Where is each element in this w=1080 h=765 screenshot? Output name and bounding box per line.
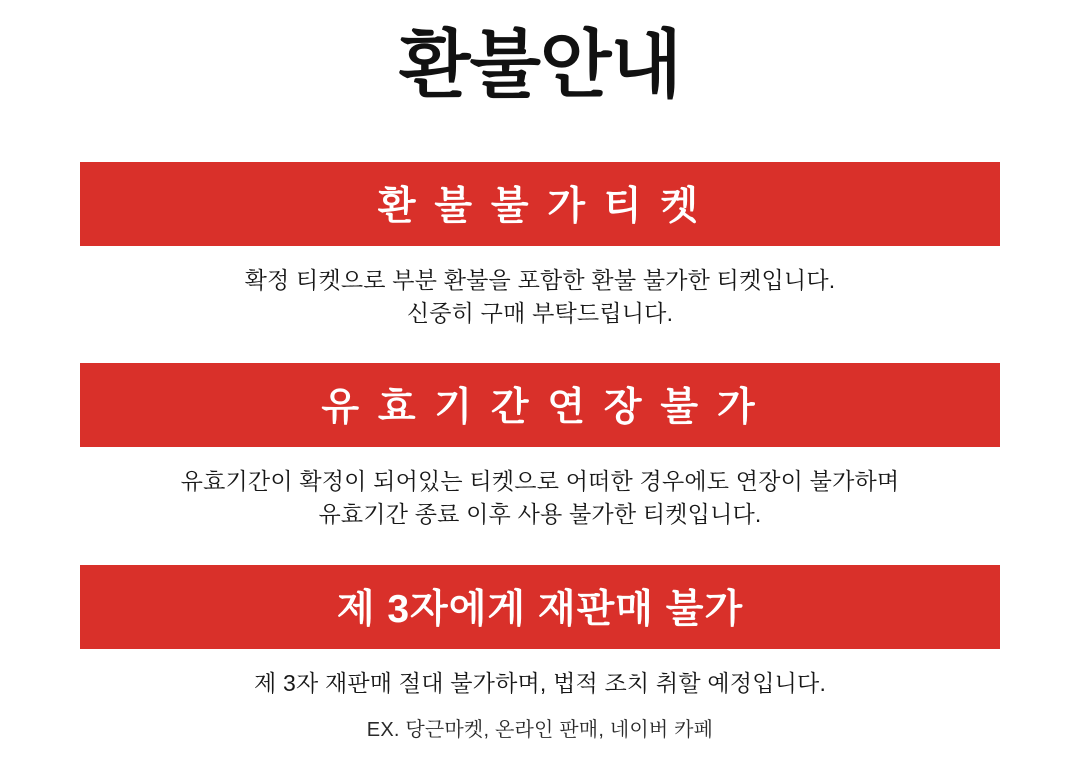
body-line: 유효기간이 확정이 되어있는 티켓으로 어떠한 경우에도 연장이 불가하며 bbox=[180, 467, 900, 494]
body-line: 신중히 구매 부탁드립니다. bbox=[406, 300, 674, 327]
section-body-no-extension bbox=[40, 465, 1040, 532]
section-banner-no-refund: 환 불 불 가 티 켓 bbox=[80, 162, 1000, 246]
body-line: 유효기간 종료 이후 사용 불가한 티켓입니다. bbox=[318, 501, 762, 528]
section-no-extension bbox=[0, 363, 1080, 532]
section-no-resale bbox=[0, 565, 1080, 741]
section-banner-no-resale: 제 3자에게 재판매 불가 bbox=[80, 565, 1000, 649]
body-line: 확정 티켓으로 부분 환불을 포함한 환불 불가한 티켓입니다. bbox=[244, 267, 836, 294]
body-line: 제 3자 재판매 절대 불가하며, 법적 조치 취할 예정입니다. bbox=[253, 670, 827, 697]
section-body-no-refund bbox=[40, 264, 1040, 331]
section-no-refund bbox=[0, 162, 1080, 331]
section-banner-no-extension: 유 효 기 간 연 장 불 가 bbox=[80, 363, 1000, 447]
section-body-no-resale bbox=[40, 667, 1040, 700]
section-note-no-resale: EX. 당근마켓, 온라인 판매, 네이버 카페 bbox=[366, 718, 714, 741]
page-title: 환불안내 bbox=[399, 23, 681, 106]
